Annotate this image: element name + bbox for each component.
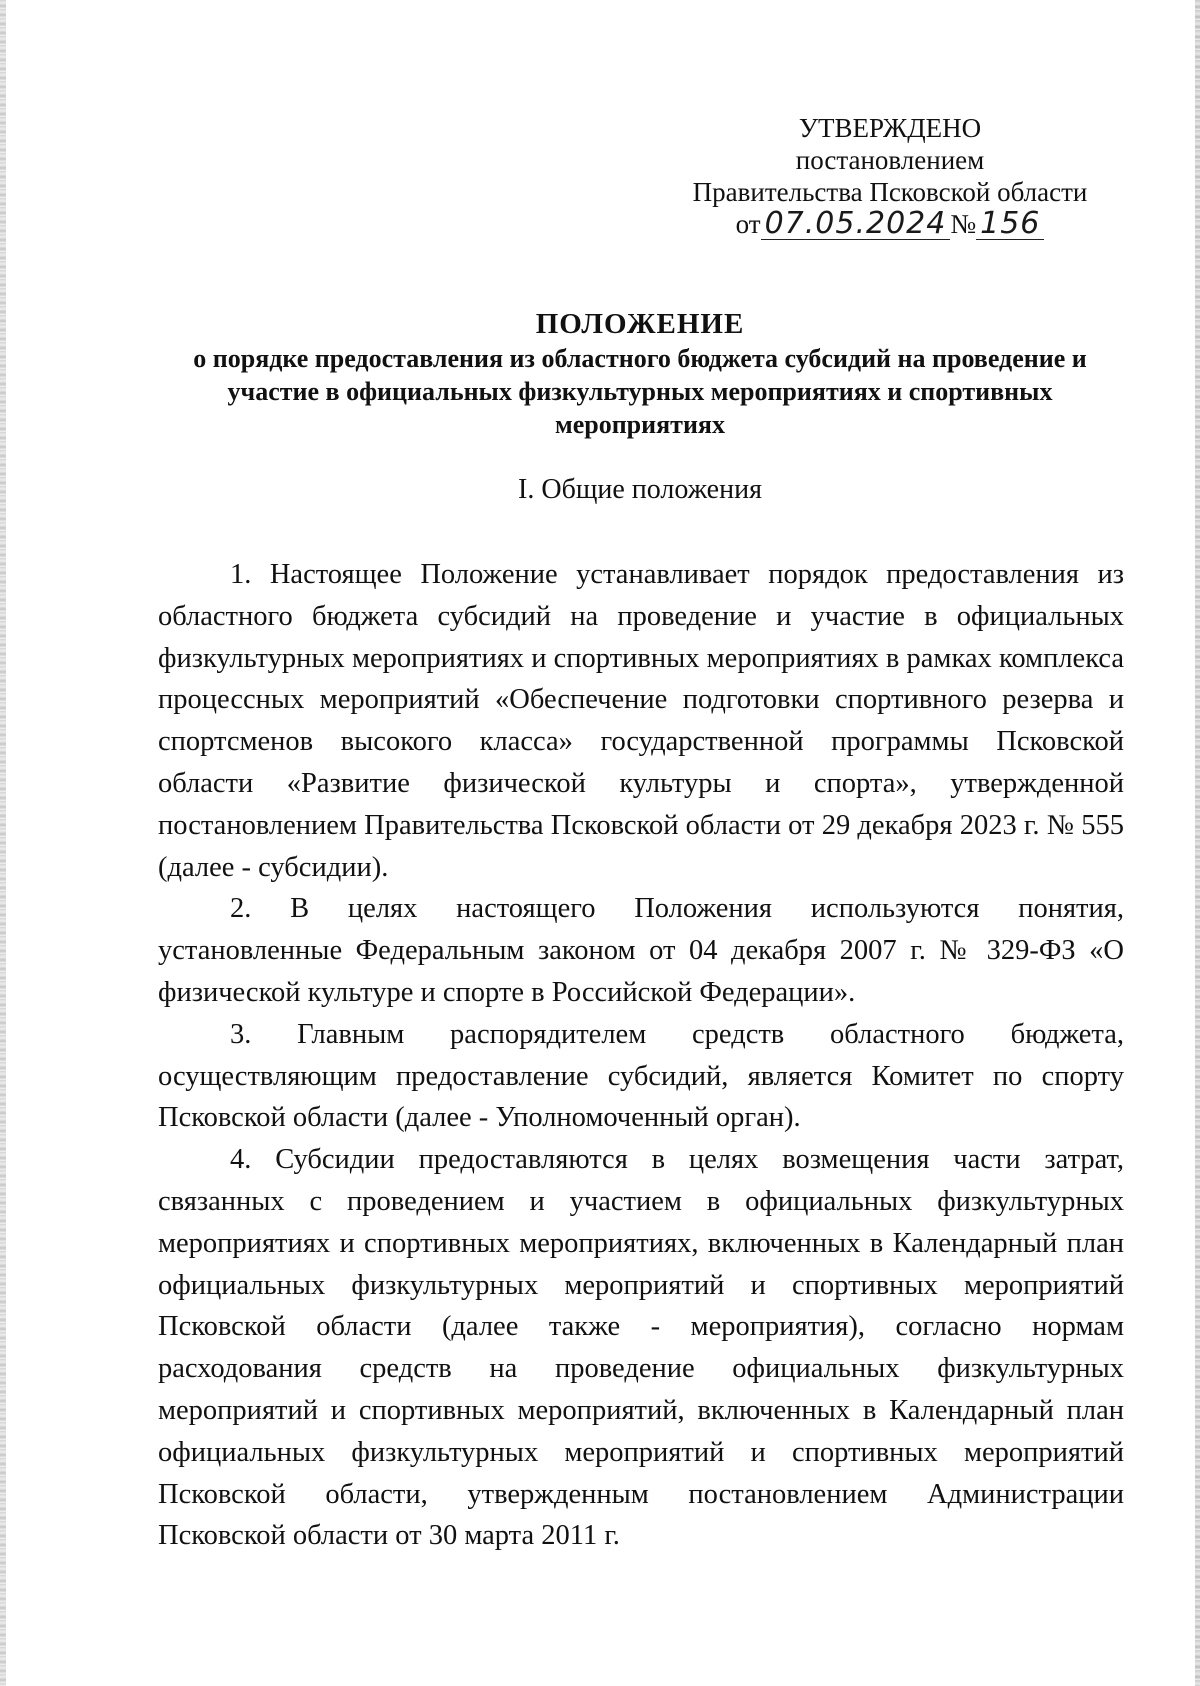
approval-date-line <box>650 208 1130 240</box>
document-title-block <box>150 306 1130 441</box>
scan-edge-left <box>0 0 6 1686</box>
approval-title: УТВЕРЖДЕНО <box>798 113 982 143</box>
handwritten-number-value: 156 <box>980 206 1041 241</box>
document-subtitle: о порядке предоставления из областного бюджета субсидий на проведение и участие в официальных физкультурных мероприятиях и спортивных мероприятиях <box>193 344 1087 439</box>
document-title: ПОЛОЖЕНИЕ <box>535 308 745 340</box>
paragraph-2: 2. В целях настоящего Положения используются понятия, установленные Федеральным законом от 04 декабря 2007 г. № 329-ФЗ «О физической культуре и спорте в Российской Федерации». <box>158 893 1124 1008</box>
handwritten-date <box>761 206 951 241</box>
document-body <box>158 554 1124 1557</box>
approval-stamp-block <box>650 112 1130 240</box>
number-prefix: № <box>950 209 977 239</box>
approval-authority: Правительства Псковской области <box>692 177 1088 207</box>
paragraph-4: 4. Субсидии предоставляются в целях возмещения части затрат, связанных с проведением и участием в официальных физкультурных мероприятиях и спортивных мероприятиях, включенных в Календарный план официальных физкультурных мероприятий и спортивных мероприятий Псковской области (далее также - мероприятия), согласно нормам расходования средств на проведение официальных физкультурных мероприятий и спортивных мероприятий, включенных в Календарный план официальных физкультурных мероприятий и спортивных мероприятий Псковской области, утвержденным постановлением Администрации Псковской области от 30 марта 2011 г. <box>158 1144 1124 1552</box>
section-heading: I. Общие положения <box>518 474 762 505</box>
paragraph-1: 1. Настоящее Положение устанавливает порядок предоставления из областного бюджета субсидий на проведение и участие в официальных физкультурных мероприятиях и спортивных мероприятиях в рамках комплекса процессных мероприятий «Обеспечение подготовки спортивного резерва и спортсменов высокого класса» государственной программы Псковской области «Развитие физической культуры и спорта», утвержденной постановлением Правительства Псковской области от 29 декабря 2023 г. № 555 (далее - субсидии). <box>158 559 1124 883</box>
handwritten-number <box>976 206 1044 241</box>
scan-edge-right <box>1195 0 1200 1686</box>
date-prefix: от <box>735 209 761 239</box>
approval-act-type: постановлением <box>795 145 985 175</box>
handwritten-date-value: 07.05.2024 <box>764 206 947 241</box>
paragraph-3: 3. Главным распорядителем средств областного бюджета, осуществляющим предоставление субсидий, является Комитет по спорту Псковской области (далее - Уполномоченный орган). <box>158 1018 1124 1134</box>
